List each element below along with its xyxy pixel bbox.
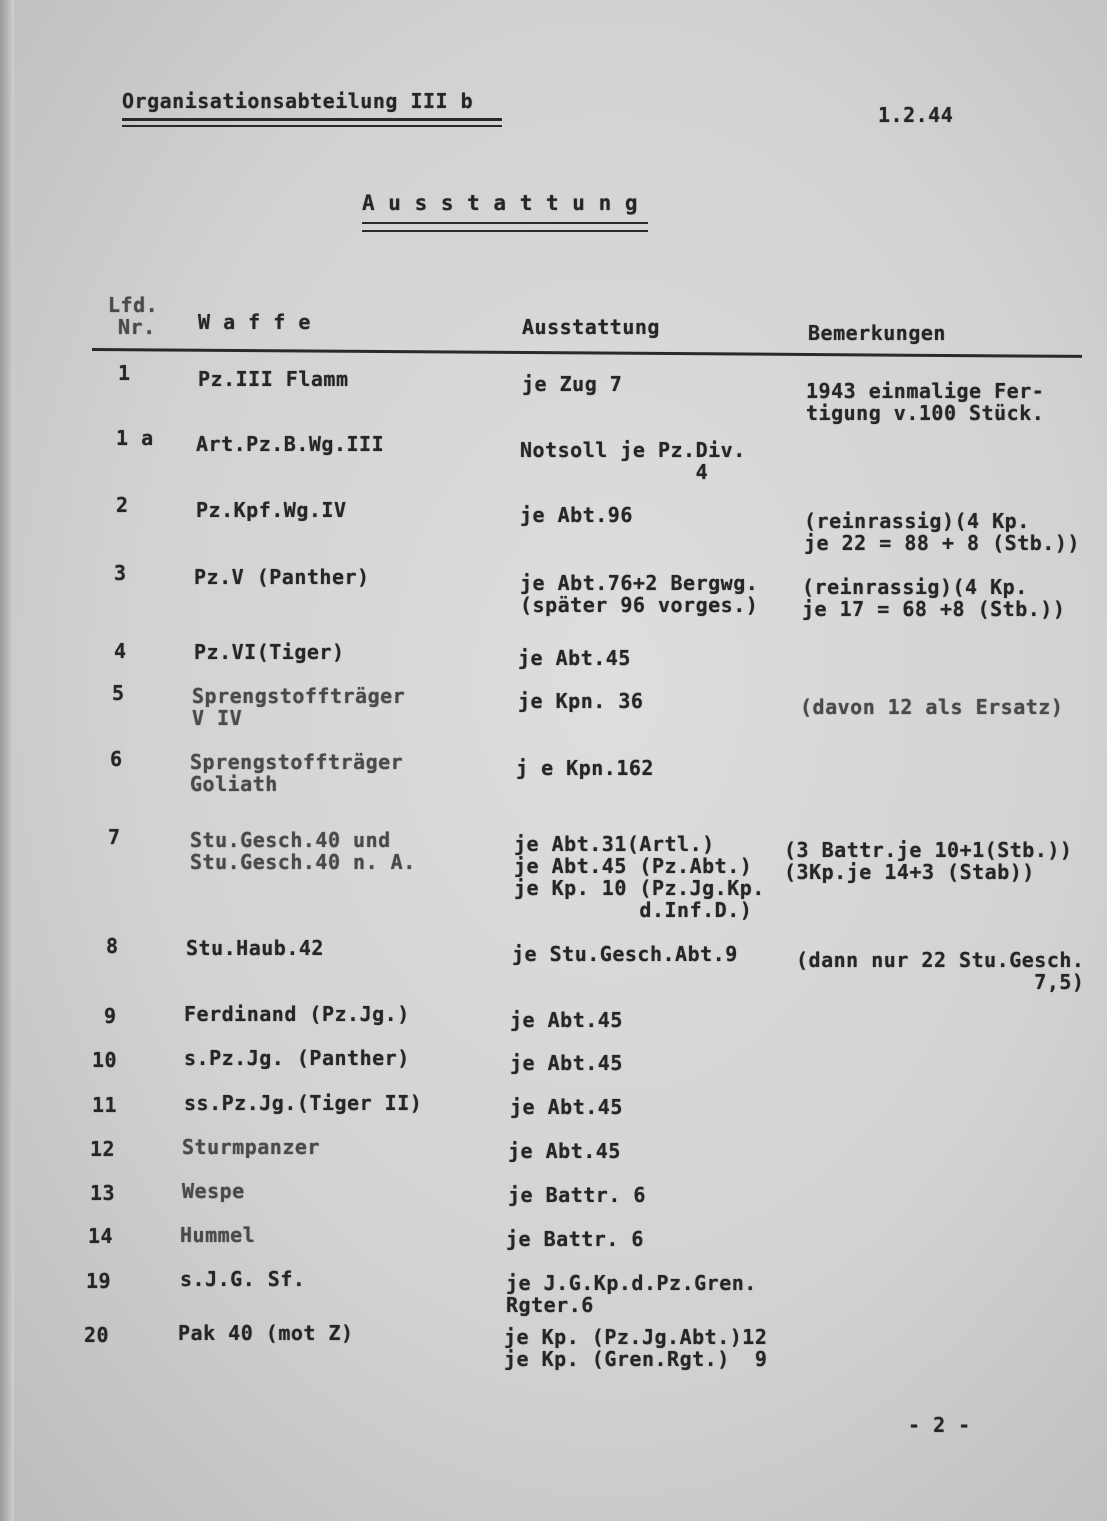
row-nr: 12 (90, 1137, 116, 1161)
page-number: - 2 - (908, 1413, 971, 1437)
col-header-ausstattung: Ausstattung (522, 315, 660, 339)
row-ausstattung: je Abt.45 (510, 1051, 623, 1075)
row-waffe: Stu.Gesch.40 und Stu.Gesch.40 n. A. (190, 828, 416, 874)
col-header-waffe: W a f f e (198, 310, 311, 334)
department-underline-1 (122, 118, 502, 121)
col-header-nr-line1: Lfd. (108, 293, 159, 317)
row-waffe: Ferdinand (Pz.Jg.) (184, 1002, 410, 1026)
col-header-nr-line2: Nr. (118, 315, 156, 339)
row-bemerkungen: (3 Battr.je 10+1(Stb.)) (3Kp.je 14+3 (Stab)) (784, 838, 1073, 884)
title-double-underline (362, 222, 648, 232)
row-waffe: ss.Pz.Jg.(Tiger II) (184, 1091, 423, 1115)
row-ausstattung: je Abt.76+2 Bergwg. (später 96 vorges.) (520, 571, 759, 617)
row-ausstattung: je J.G.Kp.d.Pz.Gren. Rgter.6 (506, 1271, 757, 1317)
row-waffe: Pak 40 (mot Z) (178, 1321, 354, 1345)
row-ausstattung: je Battr. 6 (506, 1227, 644, 1251)
row-nr: 9 (104, 1004, 117, 1028)
row-waffe: s.J.G. Sf. (180, 1267, 306, 1291)
page-edge-shadow (0, 0, 14, 1521)
row-ausstattung: Notsoll je Pz.Div. 4 (520, 438, 746, 484)
row-waffe: Sprengstoffträger Goliath (190, 750, 404, 796)
row-ausstattung: je Abt.96 (520, 503, 633, 527)
row-nr: 4 (114, 639, 127, 663)
row-waffe: Art.Pz.B.Wg.III (196, 432, 385, 456)
row-waffe: s.Pz.Jg. (Panther) (184, 1046, 410, 1070)
row-waffe: Sprengstoffträger V IV (192, 684, 406, 730)
row-nr: 14 (88, 1224, 114, 1248)
row-bemerkungen: (reinrassig)(4 Kp. je 22 = 88 + 8 (Stb.)) (804, 509, 1080, 555)
row-bemerkungen: (davon 12 als Ersatz) (800, 695, 1064, 719)
row-ausstattung: je Abt.31(Artl.) je Abt.45 (Pz.Abt.) je Kp. 10 (Pz.Jg.Kp. d.Inf.D.) (514, 832, 765, 922)
row-ausstattung: je Abt.45 (518, 646, 631, 670)
row-nr: 5 (112, 681, 125, 705)
row-nr: 1 a (116, 426, 154, 450)
header-rule (92, 348, 1082, 358)
row-waffe: Pz.V (Panther) (194, 565, 370, 589)
row-waffe: Stu.Haub.42 (186, 936, 324, 960)
row-waffe: Wespe (182, 1179, 245, 1203)
document-date: 1.2.44 (878, 103, 954, 127)
row-ausstattung: je Stu.Gesch.Abt.9 (512, 942, 738, 966)
row-ausstattung: je Battr. 6 (508, 1183, 646, 1207)
row-nr: 20 (84, 1323, 110, 1347)
row-waffe: Sturmpanzer (182, 1135, 320, 1159)
row-ausstattung: je Abt.45 (510, 1008, 623, 1032)
row-nr: 19 (86, 1269, 112, 1293)
row-ausstattung: je Kp. (Pz.Jg.Abt.)12 je Kp. (Gren.Rgt.) 9 (504, 1325, 768, 1371)
department-underline-2 (122, 125, 502, 127)
row-nr: 1 (118, 361, 131, 385)
row-nr: 2 (116, 493, 129, 517)
row-bemerkungen: (dann nur 22 Stu.Gesch. 7,5) (796, 948, 1085, 994)
row-nr: 6 (110, 747, 123, 771)
row-waffe: Hummel (180, 1223, 256, 1247)
row-waffe: Pz.Kpf.Wg.IV (196, 498, 347, 522)
row-waffe: Pz.III Flamm (198, 367, 349, 391)
row-nr: 3 (114, 561, 127, 585)
department-heading: Organisationsabteilung III b (122, 89, 474, 113)
row-bemerkungen: 1943 einmalige Fer- tigung v.100 Stück. (806, 379, 1045, 425)
row-nr: 7 (108, 825, 121, 849)
row-bemerkungen: (reinrassig)(4 Kp. je 17 = 68 +8 (Stb.)) (802, 575, 1066, 621)
row-nr: 13 (90, 1181, 116, 1205)
row-ausstattung: je Abt.45 (510, 1095, 623, 1119)
row-nr: 10 (92, 1048, 118, 1072)
row-nr: 8 (106, 934, 119, 958)
document-title: A u s s t a t t u n g (362, 191, 639, 215)
row-ausstattung: je Zug 7 (522, 372, 623, 396)
row-ausstattung: j e Kpn.162 (516, 756, 654, 780)
row-ausstattung: je Kpn. 36 (518, 689, 644, 713)
row-waffe: Pz.VI(Tiger) (194, 640, 345, 664)
row-ausstattung: je Abt.45 (508, 1139, 621, 1163)
col-header-bemerkungen: Bemerkungen (808, 321, 946, 345)
row-nr: 11 (92, 1093, 118, 1117)
